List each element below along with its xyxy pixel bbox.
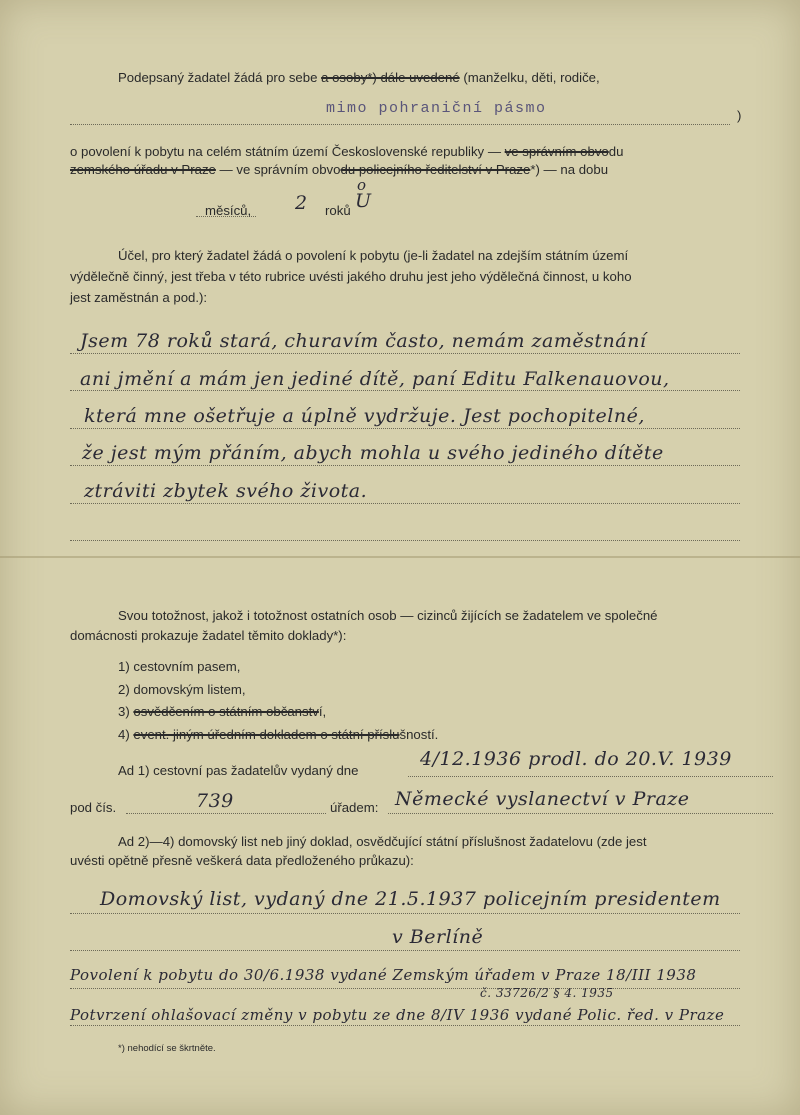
doc-text: šností.	[399, 727, 439, 742]
uradem-hand: Německé vyslanectví v Praze	[395, 788, 690, 810]
ad2-line-1: Ad 2)—4) domovský list neb jiný doklad, osvědčující státní příslušnost žadatelovu (zde jest	[118, 834, 647, 849]
ad1-hand: 4/12.1936 prodl. do 20.V. 1939	[420, 748, 732, 770]
doc-num: 3)	[118, 704, 130, 719]
ad2-dots-3	[70, 988, 740, 989]
ad2-dots-2	[70, 950, 740, 951]
pass-no-hand: 739	[196, 790, 234, 812]
paren-close: )	[737, 108, 742, 123]
months-hand: 2	[295, 192, 308, 214]
dotted-line	[70, 124, 730, 125]
ad2-dots-1	[70, 913, 740, 914]
footnote: *) nehodící se škrtněte.	[118, 1043, 216, 1054]
ad2-hand-4: Potvrzení ohlašovací změny v pobytu ze dne 8/IV 1936 vydané Polic. řed. v Praze	[70, 1006, 725, 1024]
years-hand: U	[355, 190, 372, 212]
struck-text-3: zemského úřadu v Praze	[70, 162, 216, 177]
pod-cis-label: pod čís.	[70, 800, 117, 815]
purpose-line-3: jest zaměstnán a pod.):	[70, 290, 208, 305]
uradem-dots	[388, 813, 773, 814]
purpose-dots-5	[70, 503, 740, 504]
intro-line-3	[70, 162, 608, 178]
ad2-hand-1: Domovský list, vydaný dne 21.5.1937 policejním presidentem	[100, 888, 721, 910]
purpose-hand-4: že jest mým přáním, abych mohla u svého jediného dítěte	[82, 442, 664, 464]
identity-line-1: Svou totožnost, jakož i totožnost ostatních osob — cizinců žijících se žadatelem ve společné	[118, 608, 658, 623]
uradem-label: úřadem:	[330, 800, 379, 815]
ad2-hand-2: v Berlíně	[392, 926, 484, 948]
intro-line-2	[70, 144, 623, 160]
intro-text-4: du	[608, 144, 624, 159]
months-label: měsíců,	[205, 203, 252, 218]
years-label: roků	[325, 203, 351, 218]
ad1-label: Ad 1) cestovní pas žadatelův vydaný dne	[118, 763, 359, 778]
intro-line-1	[118, 70, 600, 86]
purpose-dots-1	[70, 353, 740, 354]
ad2-hand-3b: č. 33726/2 § 4. 1935	[480, 986, 614, 1000]
fold-line	[0, 556, 800, 558]
years-hand-o: o	[357, 176, 367, 194]
doc-num: 1)	[118, 659, 130, 674]
purpose-line-1: Účel, pro který žadatel žádá o povolení k pobytu (je-li žadatel na zdejším státním území	[118, 248, 629, 263]
intro-text-3: o povolení k pobytu na celém státním území Československé republiky —	[70, 144, 505, 159]
purpose-hand-1: Jsem 78 roků stará, churavím často, nemám zaměstnání	[80, 330, 647, 352]
doc-item-1	[118, 659, 240, 675]
struck-text-4: du policejního ředitelství v Praze	[340, 162, 531, 177]
ad2-dots-4	[70, 1025, 740, 1026]
doc-struck: event. jiným úředním dokladem o státní příslu	[133, 727, 400, 742]
doc-item-2	[118, 682, 246, 698]
purpose-hand-2: ani jmění a mám jen jediné dítě, paní Editu Falkenauovou,	[80, 368, 670, 390]
purpose-line-2: výdělečně činný, jest třeba v této rubrice uvésti jakého druhu jest jeho výdělečná činnost, u koho	[70, 269, 632, 284]
purpose-dots-4	[70, 465, 740, 466]
typed-zone: mimo pohraniční pásmo	[326, 100, 547, 117]
identity-line-2: domácnosti prokazuje žadatel těmito doklady*):	[70, 628, 347, 643]
intro-text-5: — ve správním obvo	[215, 162, 341, 177]
pass-no-dots	[126, 813, 326, 814]
intro-text-6: *) — na dobu	[530, 162, 609, 177]
doc-num: 2)	[118, 682, 130, 697]
purpose-dots-6	[70, 540, 740, 541]
struck-text-2: ve správním obvo	[504, 144, 609, 159]
purpose-dots-3	[70, 428, 740, 429]
doc-text: í,	[318, 704, 327, 719]
doc-item-4	[118, 727, 438, 743]
doc-item-3	[118, 704, 326, 720]
purpose-dots-2	[70, 390, 740, 391]
doc-text: cestovním pasem,	[133, 659, 241, 674]
intro-text-2: (manželku, děti, rodiče,	[459, 70, 600, 85]
ad2-line-2: uvésti opětně přesně veškerá data předloženého průkazu):	[70, 853, 414, 868]
purpose-hand-3: která mne ošetřuje a úplně vydržuje. Jest pochopitelné,	[84, 405, 645, 427]
ad2-hand-3: Povolení k pobytu do 30/6.1938 vydané Zemským úřadem v Praze 18/III 1938	[70, 966, 697, 984]
ad1-dots	[408, 776, 773, 777]
doc-num: 4)	[118, 727, 130, 742]
doc-struck: osvědčením o státním občanstv	[133, 704, 319, 719]
purpose-hand-5: ztráviti zbytek svého života.	[84, 480, 368, 502]
struck-text: a osoby*) dále uvedené	[321, 70, 460, 85]
intro-text: Podepsaný žadatel žádá pro sebe	[118, 70, 322, 85]
doc-text: domovským listem,	[133, 682, 246, 697]
